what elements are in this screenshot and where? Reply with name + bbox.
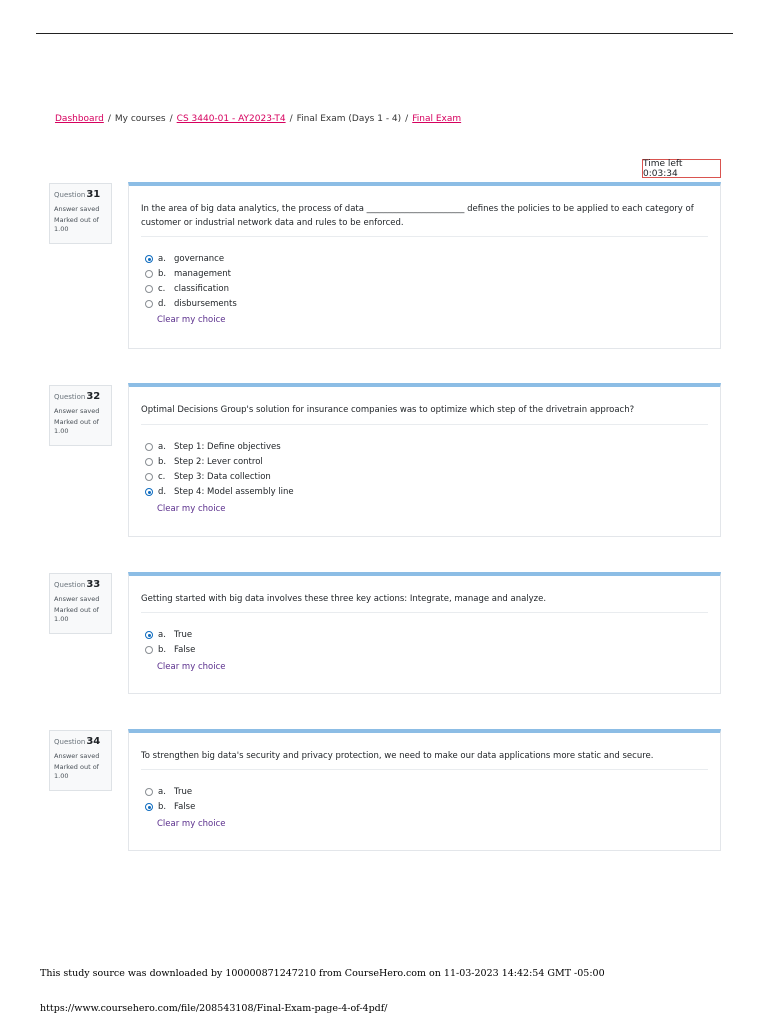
answer-letter: b. [158, 802, 167, 812]
answer-text: Step 1: Define objectives [174, 442, 281, 452]
question-grade: Marked out of 1.00 [54, 763, 99, 781]
breadcrumb-separator: / [289, 114, 293, 124]
answer-letter: a. [158, 630, 166, 640]
answer-text: management [174, 269, 231, 279]
question-state: Answer saved [54, 204, 100, 213]
answer-letter: d. [158, 299, 167, 309]
question-divider [141, 424, 708, 425]
quiz-timer [642, 159, 721, 178]
answer-option[interactable] [145, 786, 192, 798]
question-content [128, 729, 721, 851]
breadcrumb-course[interactable]: CS 3440-01 - AY2023-T4 [176, 114, 286, 124]
question-content [128, 572, 721, 694]
radio-button-selected[interactable] [145, 803, 153, 811]
radio-button-selected[interactable] [145, 255, 153, 263]
answer-letter: b. [158, 269, 167, 279]
answer-option[interactable] [145, 486, 294, 498]
question-divider [141, 769, 708, 770]
clear-choice-link[interactable]: Clear my choice [157, 504, 226, 514]
question-state: Answer saved [54, 406, 100, 415]
radio-button[interactable] [145, 443, 153, 451]
answer-text: disbursements [174, 299, 237, 309]
radio-button[interactable] [145, 270, 153, 278]
answer-option[interactable] [145, 283, 229, 295]
breadcrumb-separator: / [107, 114, 111, 124]
question-content [128, 383, 721, 537]
answer-text: Step 4: Model assembly line [174, 487, 294, 497]
radio-button[interactable] [145, 473, 153, 481]
question-text: In the area of big data analytics, the process of data _______________________ defines the policies to be applied to each category of customer or industrial network data and rules to be enforced. [141, 204, 694, 228]
question-label: Question [54, 393, 86, 401]
answer-text: True [174, 630, 193, 640]
question-divider [141, 236, 708, 237]
question-number: 32 [86, 391, 101, 402]
radio-button[interactable] [145, 300, 153, 308]
top-rule [36, 33, 733, 34]
footer-url: https://www.coursehero.com/file/208543108/Final-Exam-page-4-of-4pdf/ [40, 1003, 388, 1014]
question-number: 34 [86, 736, 101, 747]
answer-text: True [174, 787, 193, 797]
question-number: 31 [86, 189, 101, 200]
question-state: Answer saved [54, 751, 100, 760]
answer-letter: b. [158, 457, 167, 467]
answer-letter: a. [158, 254, 166, 264]
question-info [49, 730, 112, 791]
answer-option[interactable] [145, 629, 192, 641]
answer-letter: a. [158, 442, 166, 452]
answer-option[interactable] [145, 441, 281, 453]
breadcrumb-my-courses: My courses [114, 114, 166, 124]
question-content [128, 182, 721, 349]
answer-text: governance [174, 254, 225, 264]
radio-button[interactable] [145, 788, 153, 796]
question-text: Getting started with big data involves these three key actions: Integrate, manage and analyze. [141, 594, 547, 604]
question-info [49, 573, 112, 634]
radio-button[interactable] [145, 646, 153, 654]
answer-option[interactable] [145, 253, 224, 265]
radio-button[interactable] [145, 458, 153, 466]
question-text: Optimal Decisions Group's solution for insurance companies was to optimize which step of the drivetrain approach? [141, 405, 635, 415]
answer-text: classification [174, 284, 229, 294]
answer-letter: b. [158, 645, 167, 655]
answer-letter: c. [158, 472, 166, 482]
answer-option[interactable] [145, 268, 231, 280]
timer-label: Time left 0:03:34 [643, 158, 683, 179]
question-grade: Marked out of 1.00 [54, 606, 99, 624]
answer-text: False [174, 645, 196, 655]
breadcrumb-final-exam[interactable]: Final Exam [412, 114, 462, 124]
question-label: Question [54, 738, 86, 746]
question-number: 33 [86, 579, 101, 590]
question-label: Question [54, 581, 86, 589]
answer-text: Step 2: Lever control [174, 457, 263, 467]
question-info [49, 385, 112, 446]
question-state: Answer saved [54, 594, 100, 603]
breadcrumb-separator: / [169, 114, 173, 124]
answer-text: False [174, 802, 196, 812]
answer-option[interactable] [145, 644, 195, 656]
radio-button-selected[interactable] [145, 631, 153, 639]
answer-option[interactable] [145, 801, 195, 813]
question-text: To strengthen big data's security and privacy protection, we need to make our data applications more static and secure. [141, 751, 654, 761]
answer-option[interactable] [145, 471, 271, 483]
breadcrumb-dashboard[interactable]: Dashboard [55, 114, 104, 124]
question-label: Question [54, 191, 86, 199]
radio-button-selected[interactable] [145, 488, 153, 496]
clear-choice-link[interactable]: Clear my choice [157, 315, 226, 325]
question-info [49, 183, 112, 244]
question-grade: Marked out of 1.00 [54, 418, 99, 436]
answer-text: Step 3: Data collection [174, 472, 271, 482]
answer-option[interactable] [145, 456, 263, 468]
footer-source-note: This study source was downloaded by 100000871247210 from CourseHero.com on 11-03-2023 14:42:54 GMT -05:00 [40, 968, 605, 979]
answer-option[interactable] [145, 298, 237, 310]
breadcrumb [55, 114, 461, 124]
question-grade: Marked out of 1.00 [54, 216, 99, 234]
clear-choice-link[interactable]: Clear my choice [157, 662, 226, 672]
answer-letter: a. [158, 787, 166, 797]
radio-button[interactable] [145, 285, 153, 293]
breadcrumb-separator: / [405, 114, 409, 124]
answer-letter: c. [158, 284, 166, 294]
clear-choice-link[interactable]: Clear my choice [157, 819, 226, 829]
answer-letter: d. [158, 487, 167, 497]
breadcrumb-section: Final Exam (Days 1 - 4) [296, 114, 402, 124]
question-divider [141, 612, 708, 613]
